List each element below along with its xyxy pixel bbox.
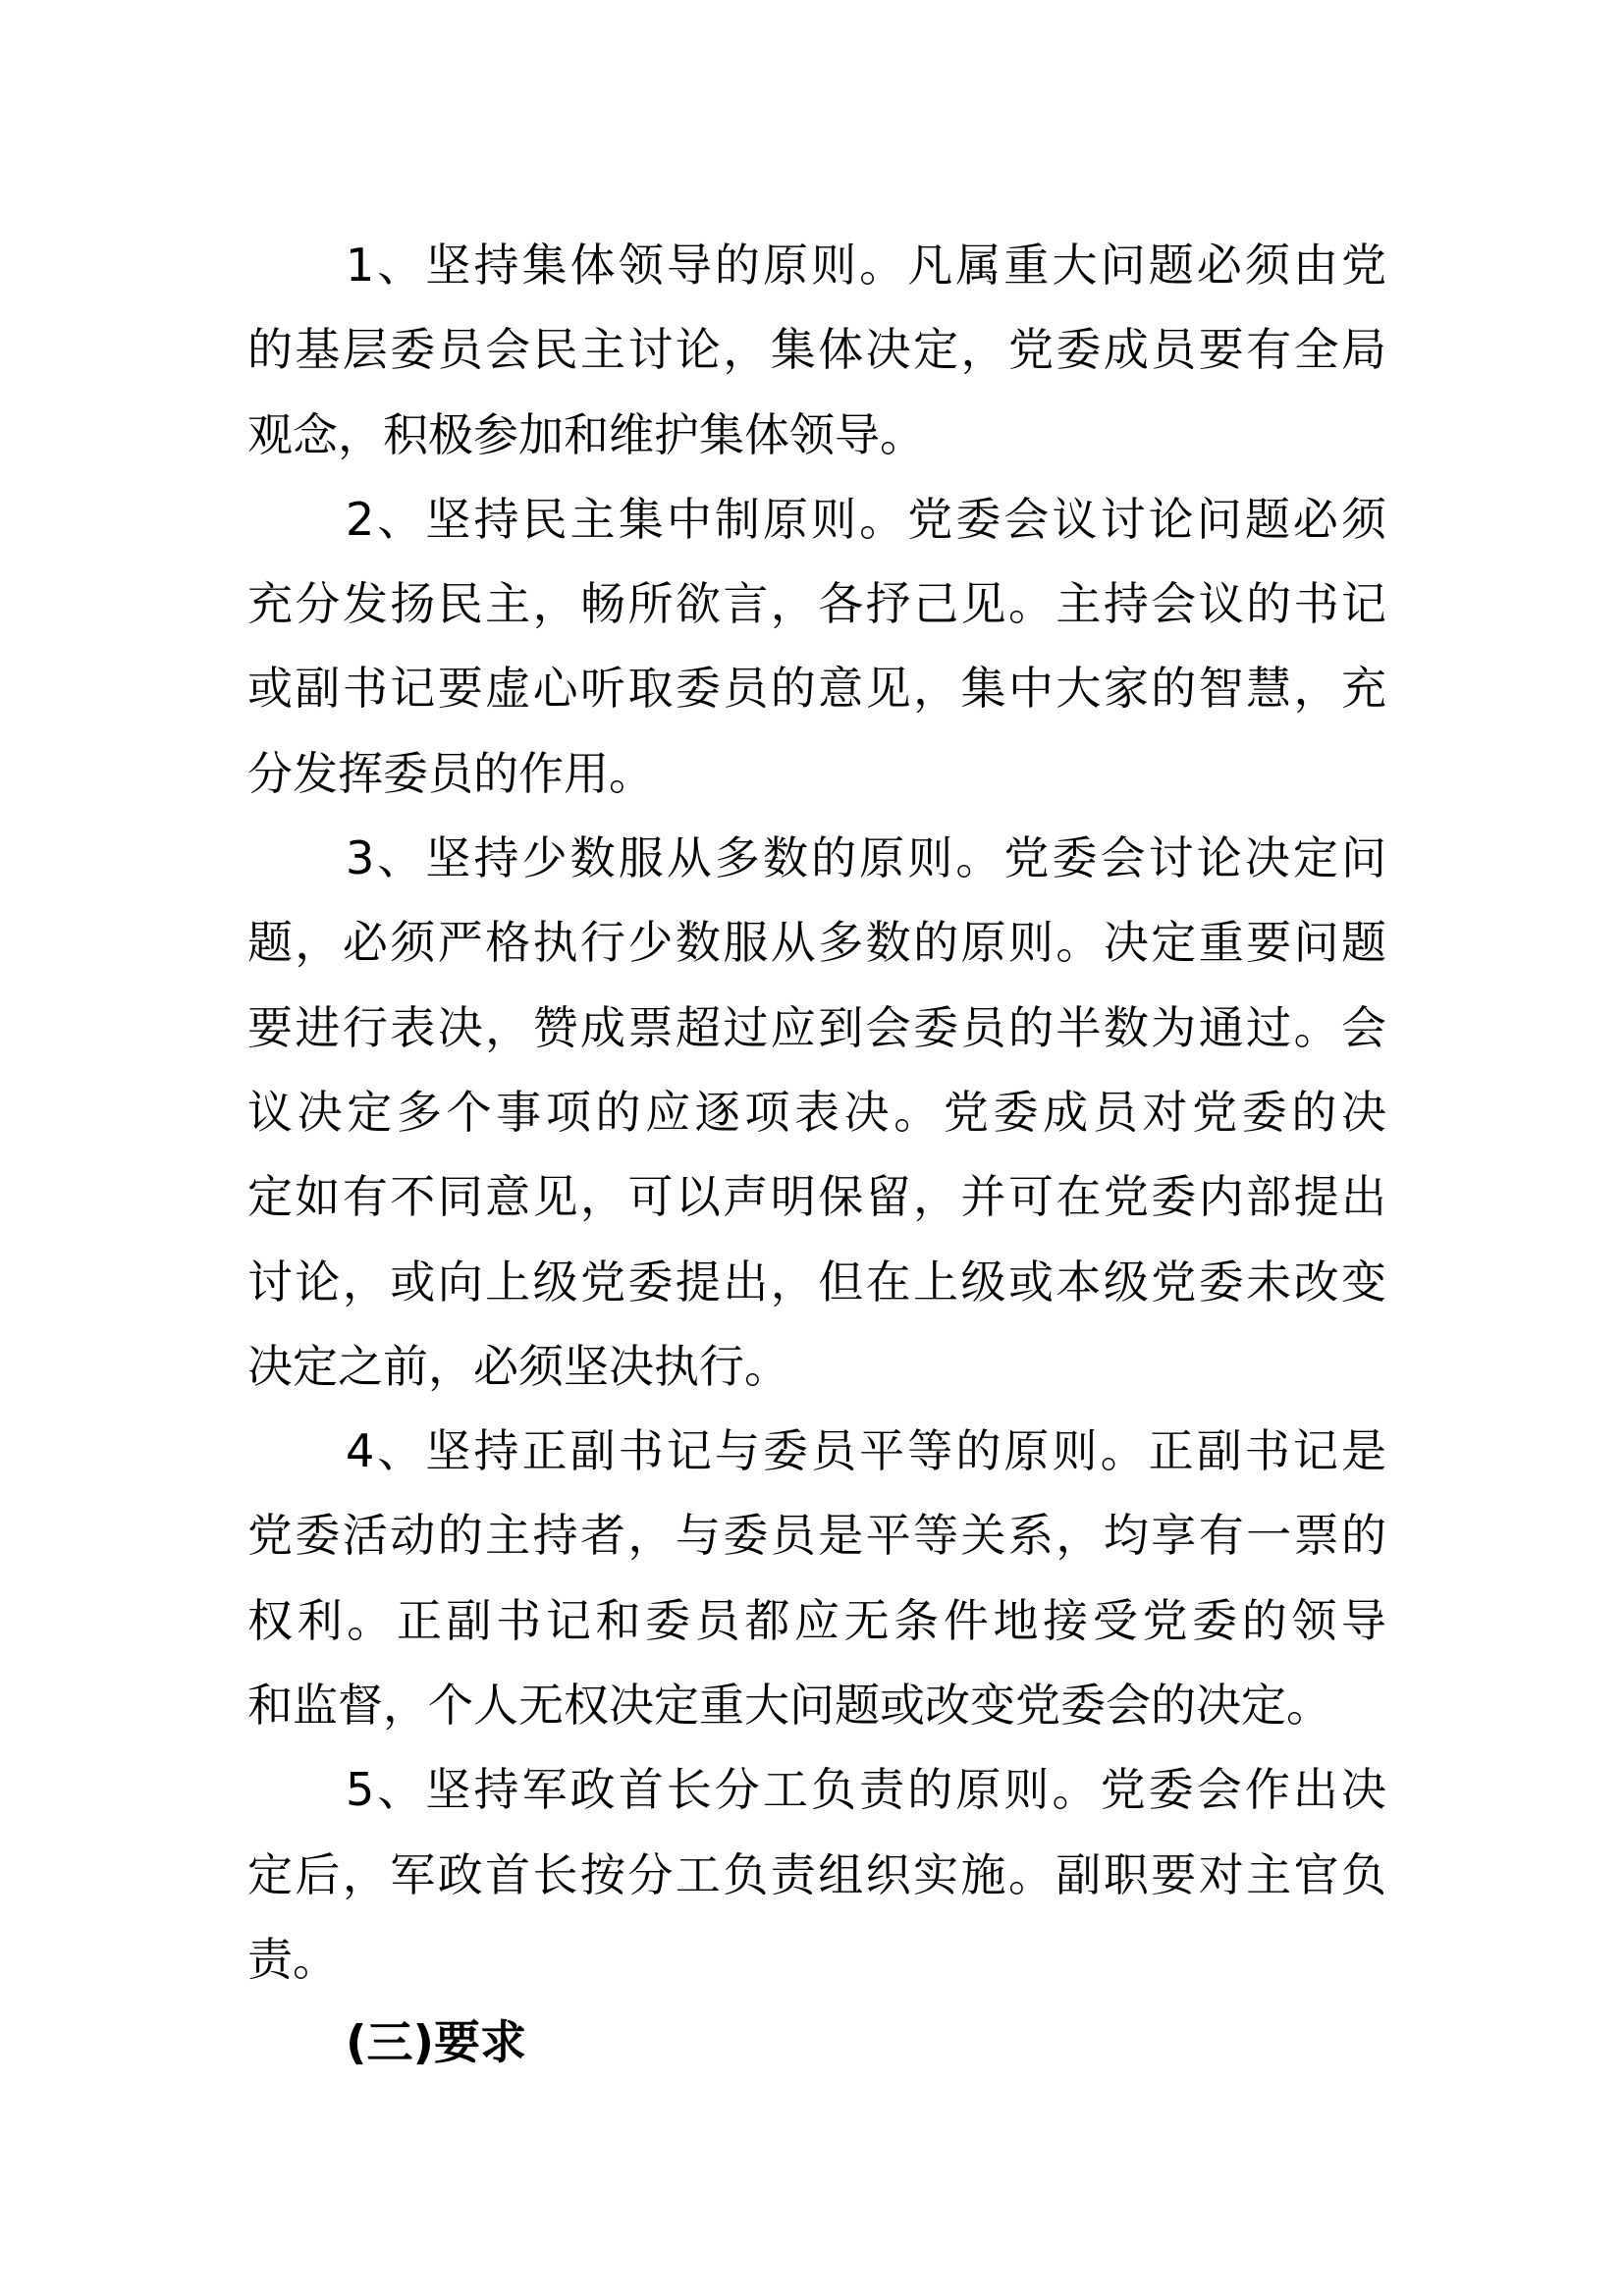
paragraph: [247, 223, 1386, 477]
text-line: 讨论，或向上级党委提出，但在上级或本级党委未改变: [247, 1255, 1386, 1308]
paragraph: [247, 1409, 1386, 1747]
text-line: 和监督，个人无权决定重大问题或改变党委会的决定。: [247, 1679, 1331, 1733]
text-line: 2、坚持民主集中制原则。党委会议讨论问题必须: [346, 492, 1386, 546]
text-line: 观念，积极参加和维护集体领导。: [247, 407, 925, 461]
text-line: 定后，军政首长按分工负责组织实施。副职要对主官负: [247, 1847, 1386, 1901]
section-heading: (三)要求: [346, 2016, 526, 2071]
text-line: 分发挥委员的作用。: [247, 746, 654, 800]
text-line: 或副书记要虚心听取委员的意见，集中大家的智慧，充: [247, 662, 1386, 716]
text-line: 3、坚持少数服从多数的原则。党委会讨论决定问: [346, 831, 1386, 885]
text-line: 题，必须严格执行少数服从多数的原则。决定重要问题: [247, 916, 1386, 970]
text-line: 5、坚持军政首长分工负责的原则。党委会作出决: [346, 1763, 1386, 1817]
text-line: 1、坚持集体领导的原则。凡属重大问题必须由党: [346, 239, 1386, 292]
text-line: 的基层委员会民主讨论，集体决定，党委成员要有全局: [247, 323, 1386, 377]
paragraph: [247, 477, 1386, 816]
text-line: 权利。正副书记和委员都应无条件地接受党委的领导: [247, 1593, 1386, 1647]
text-line: 4、坚持正副书记与委员平等的原则。正副书记是: [346, 1424, 1386, 1478]
text-line: 决定之前，必须坚决执行。: [247, 1339, 789, 1393]
paragraph: [247, 1747, 1386, 2002]
text-line: 议决定多个事项的应逐项表决。党委成员对党委的决: [247, 1085, 1386, 1139]
text-line: 责。: [247, 1932, 338, 1986]
paragraph: [247, 816, 1386, 1409]
text-line: 充分发扬民主，畅所欲言，各抒己见。主持会议的书记: [247, 577, 1386, 631]
text-line: 定如有不同意见，可以声明保留，并可在党委内部提出: [247, 1170, 1386, 1224]
text-line: 要进行表决，赞成票超过应到会委员的半数为通过。会: [247, 1000, 1386, 1054]
document-body: [247, 223, 1386, 2087]
text-line: 党委活动的主持者，与委员是平等关系，均享有一票的: [247, 1509, 1386, 1563]
